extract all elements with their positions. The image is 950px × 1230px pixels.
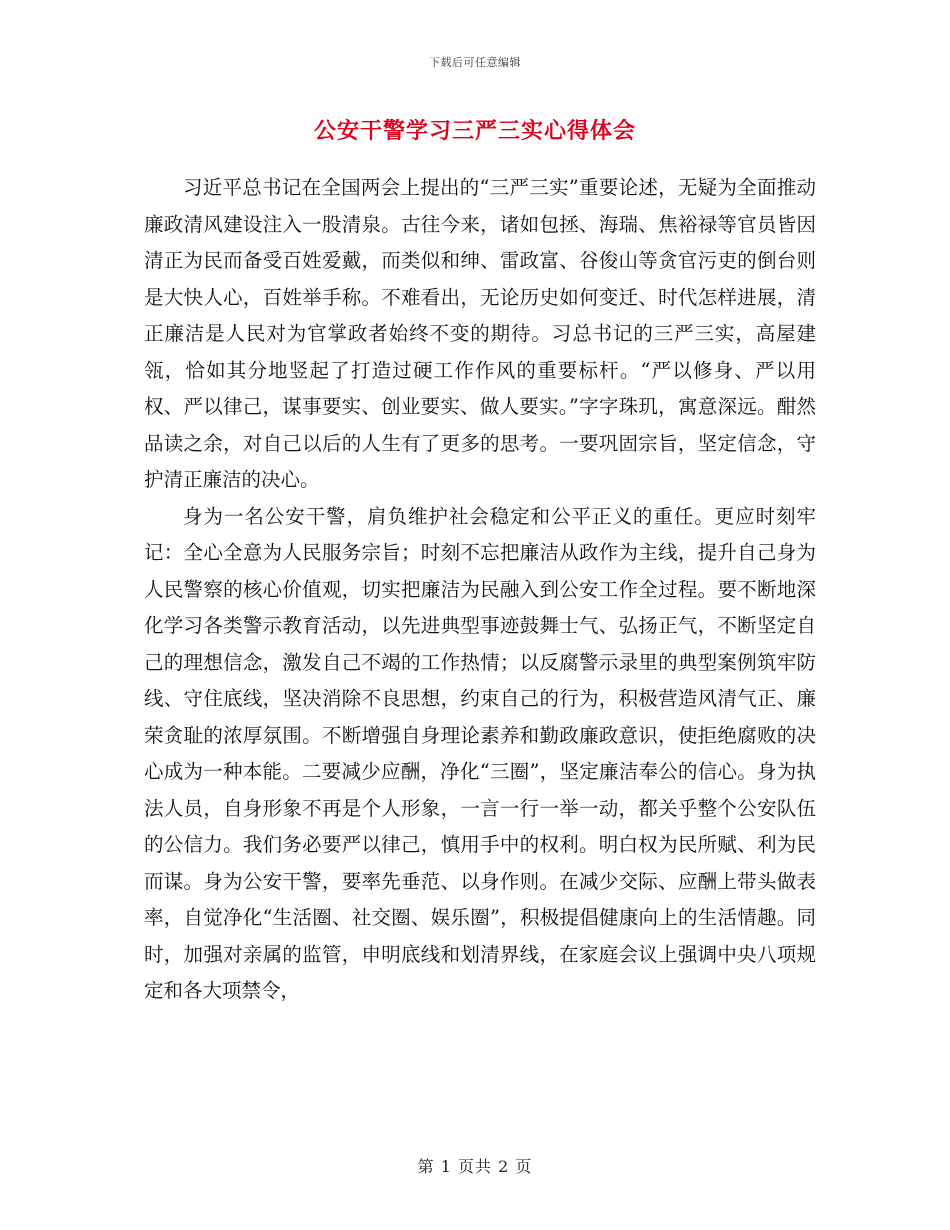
body-paragraph-1: 习近平总书记在全国两会上提出的“三严三实”重要论述，无疑为全面推动廉政清风建设注入一股清泉。古往今来，诸如包拯、海瑞、焦裕禄等官员皆因清正为民而备受百姓爱戴，而类似和绅、雷政富、谷俊山等贪官污吏的倒台则是大快人心，百姓举手称。不难看出，无论历史如何变迁、时代怎样进展，清正廉洁是人民对为官掌政者始终不变的期待。习总书记的三严三实，高屋建瓴，恰如其分地竖起了打造过硬工作作风的重要标杆。“严以修身、严以用权、严以律己，谋事要实、创业要实、做人要实。”字字珠玑，寓意深远。酣然品读之余，对自己以后的人生有了更多的思考。一要巩固宗旨，坚定信念，守护清正廉洁的决心。 — [144, 176, 816, 491]
body-paragraph-2: 身为一名公安干警，肩负维护社会稳定和公平正义的重任。更应时刻牢记：全心全意为人民服务宗旨；时刻不忘把廉洁从政作为主线，提升自己身为人民警察的核心价值观，切实把廉洁为民融入到公安工作全过程。要不断地深化学习各类警示教育活动，以先进典型事迹鼓舞士气、弘扬正气，不断坚定自己的理想信念，激发自己不竭的工作热情；以反腐警示录里的典型案例筑牢防线、守住底线，坚决消除不良思想，约束自己的行为，积极营造风清气正、廉荣贪耻的浓厚氛围。不断增强自身理论素养和勤政廉政意识，使拒绝腐败的决心成为一种本能。二要减少应酬，净化“三圈”，坚定廉洁奉公的信心。身为执法人员，自身形象不再是个人形象，一言一行一举一动，都关乎整个公安队伍的公信力。我们务必要严以律己，慎用手中的权利。明白权为民所赋、利为民而谋。身为公安干警，要率先垂范、以身作则。在减少交际、应酬上带头做表率，自觉净化“生活圈、社交圈、娱乐圈”，积极提倡健康向上的生活情趣。同时，加强对亲属的监管，申明底线和划清界线，在家庭会议上强调中央八项规定和各大项禁令， — [144, 504, 816, 1002]
header-note: 下载后可任意编辑 — [429, 56, 521, 69]
document-body — [144, 170, 816, 1010]
document-title: 公安干警学习三严三实心得体会 — [313, 118, 636, 144]
page-footer: 第 1 页共 2 页 — [417, 1157, 533, 1176]
